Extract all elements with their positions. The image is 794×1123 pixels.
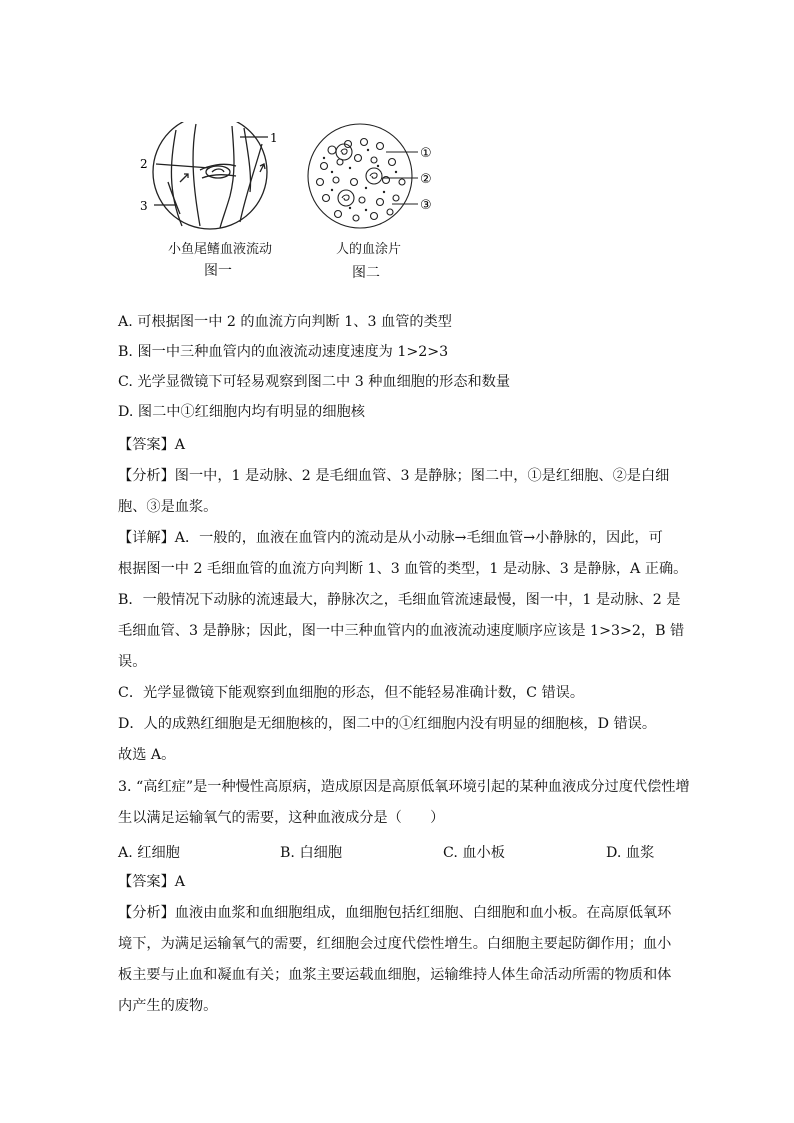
fig1-caption: 小鱼尾鳍血液流动 [168,242,273,257]
q3-analysis-line: 内产生的废物。 [118,998,218,1014]
q2-detail-line: 毛细血管、3 是静脉；因此，图一中三种血管内的血液流动速度顺序应该是 1>3>2，B 错 [118,623,685,639]
q2-answer: 【答案】A [118,437,185,453]
q2-detail-line: C．光学显微镜下能观察到血细胞的形态，但不能轻易准确计数，C 错误。 [118,685,585,701]
q3-analysis-line: 【分析】血液由血浆和血细胞组成，血细胞包括红细胞、白细胞和血小板。在高原低氧环 [118,905,672,921]
q2-detail-line: 根据图一中 2 毛细血管的血流方向判断 1、3 血管的类型，1 是动脉、3 是静脉，A 正确。 [118,561,688,577]
fig2-label-2: ② [420,172,432,187]
q2-detail-line: 故选 A。 [118,747,176,763]
fig2-title: 图二 [352,265,380,281]
q3-answer: 【答案】A [118,874,185,890]
q2-detail-line: 误。 [118,654,147,670]
q2-option-d: D. 图二中①红细胞内均有明显的细胞核 [118,404,365,420]
fig2-label-1: ① [420,146,432,161]
figure-area [136,122,436,287]
q2-detail-line: 【详解】A．一般的，血液在血管内的流动是从小动脉→毛细血管→小静脉的，因此，可 [118,530,663,546]
q3-analysis-line: 板主要与止血和凝血有关；血浆主要运载血细胞，运输维持人体生命活动所需的物质和体 [118,967,672,983]
fig1-label-1: 1 [270,131,278,145]
q3-option-c: C. 血小板 [443,845,505,861]
q2-analysis-line: 【分析】图一中，1 是动脉、2 是毛细血管、3 是静脉；图二中，①是红细胞、②是白细 [118,468,670,484]
q3-analysis-line: 境下，为满足运输氧气的需要，红细胞会过度代偿性增生。白细胞主要起防御作用；血小 [118,936,672,952]
q3-option-a: A. 红细胞 [118,845,180,861]
q3-option-d: D. 血浆 [606,845,655,861]
fig1-title: 图一 [204,263,232,279]
fig1-drawing [153,122,268,229]
q2-analysis-line: 胞、③是血浆。 [118,499,218,515]
fig1-label-2: 2 [140,157,148,171]
figures-illustration [136,122,436,287]
q2-option-a: A. 可根据图一中 2 的血流方向判断 1、3 血管的类型 [118,314,452,330]
q3-stem-line: 生以满足运输氧气的需要，这种血液成分是（ ） [118,810,445,826]
fig2-caption: 人的血涂片 [336,242,402,257]
q2-detail-line: D．人的成熟红细胞是无细胞核的，图二中的①红细胞内没有明显的细胞核，D 错误。 [118,716,657,732]
q2-option-b: B. 图一中三种血管内的血液流动速度速度为 1>2>3 [118,344,449,360]
fig2-drawing [308,124,418,228]
fig2-label-3: ③ [420,198,432,213]
q2-option-c: C. 光学显微镜下可轻易观察到图二中 3 种血细胞的形态和数量 [118,374,511,390]
q3-stem-line: 3. “高红症”是一种慢性高原病，造成原因是高原低氧环境引起的某种血液成分过度代偿性增 [118,779,690,795]
q3-option-b: B. 白细胞 [280,845,343,861]
fig1-label-3: 3 [140,199,148,213]
q2-detail-line: B．一般情况下动脉的流速最大，静脉次之，毛细血管流速最慢，图一中，1 是动脉、2 是 [118,592,681,608]
